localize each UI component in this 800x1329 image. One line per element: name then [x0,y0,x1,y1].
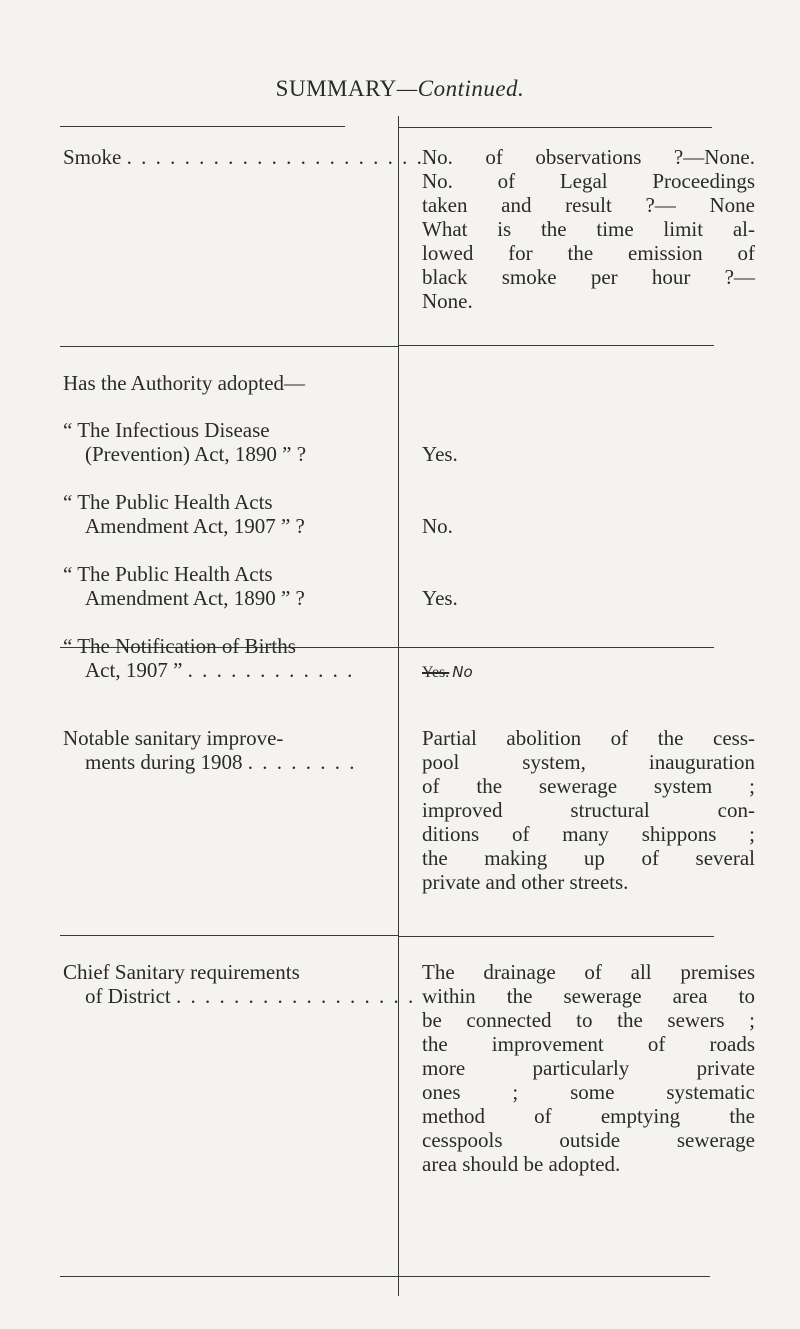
smoke-label: Smoke [63,145,122,169]
smoke-answer-cell [422,145,755,313]
smoke-answer-line: No. of Legal Proceedings [422,169,755,193]
adoption-heading: Has the Authority adopted— [63,371,306,395]
improvements-label-cell: Notable sanitary improve- ments during 1908 . . . . . . . . [63,726,357,774]
leader-dots: . . . . . . . . . . . . . . . . . . . . . . [126,145,439,169]
act-public-health-1907-answer: No. [422,514,453,538]
act-notification-births-answer [422,658,757,685]
row-divider-1 [60,346,398,347]
title-continued: —Continued. [396,76,525,101]
smoke-answer-line: What is the time limit al- [422,217,755,241]
page-title [0,76,800,102]
top-rule-right [398,127,712,128]
act-infectious-disease-answer: Yes. [422,442,458,466]
leader-dots: . . . . . . . . [247,750,357,774]
handwritten-correction: No [452,663,473,681]
requirements-answer-cell: The drainage of all premises within the sewerage area to be connected to the sewers ; the improvement of roads more particularly private ones ; some systematic method of emptying the cesspools outside sewerage area should be adopted. [422,960,755,1176]
top-rule [60,126,345,127]
row-divider-1-right [398,345,714,346]
improvements-answer-cell: Partial abolition of the cess- pool system, inauguration of the sewerage system ; improved structural con- ditions of many shippons ; the making up of several private and other streets. [422,726,755,894]
bottom-rule [60,1276,710,1277]
smoke-answer-line: taken and result ?— None [422,193,755,217]
act-public-health-1890: “ The Public Health Acts Amendment Act, 1890 ” ? [63,562,305,610]
smoke-answer-line: lowed for the emission of [422,241,755,265]
row-divider-3-right [398,936,714,937]
act-notification-births: “ The Notification of Births Act, 1907 ” . . . . . . . . . . . . [63,634,355,682]
smoke-answer-line: black smoke per hour ?— [422,265,755,289]
row-divider-2-right [398,647,714,648]
column-divider [398,116,399,1296]
smoke-label-cell [63,145,439,169]
struck-answer: Yes. [422,664,450,681]
leader-dots: . . . . . . . . . . . . [187,658,355,682]
requirements-label-cell: Chief Sanitary requirements of District . . . . . . . . . . . . . . . . . [63,960,416,1008]
act-infectious-disease: “ The Infectious Disease (Prevention) Act, 1890 ” ? [63,418,307,466]
smoke-answer-line: None. [422,289,473,313]
leader-dots: . . . . . . . . . . . . . . . . . [175,984,416,1008]
act-public-health-1890-answer: Yes. [422,586,458,610]
title-main: SUMMARY [275,76,397,101]
act-public-health-1907: “ The Public Health Acts Amendment Act, 1907 ” ? [63,490,305,538]
row-divider-3 [60,935,398,936]
smoke-answer-line: No. of observations ?—None. [422,145,755,169]
